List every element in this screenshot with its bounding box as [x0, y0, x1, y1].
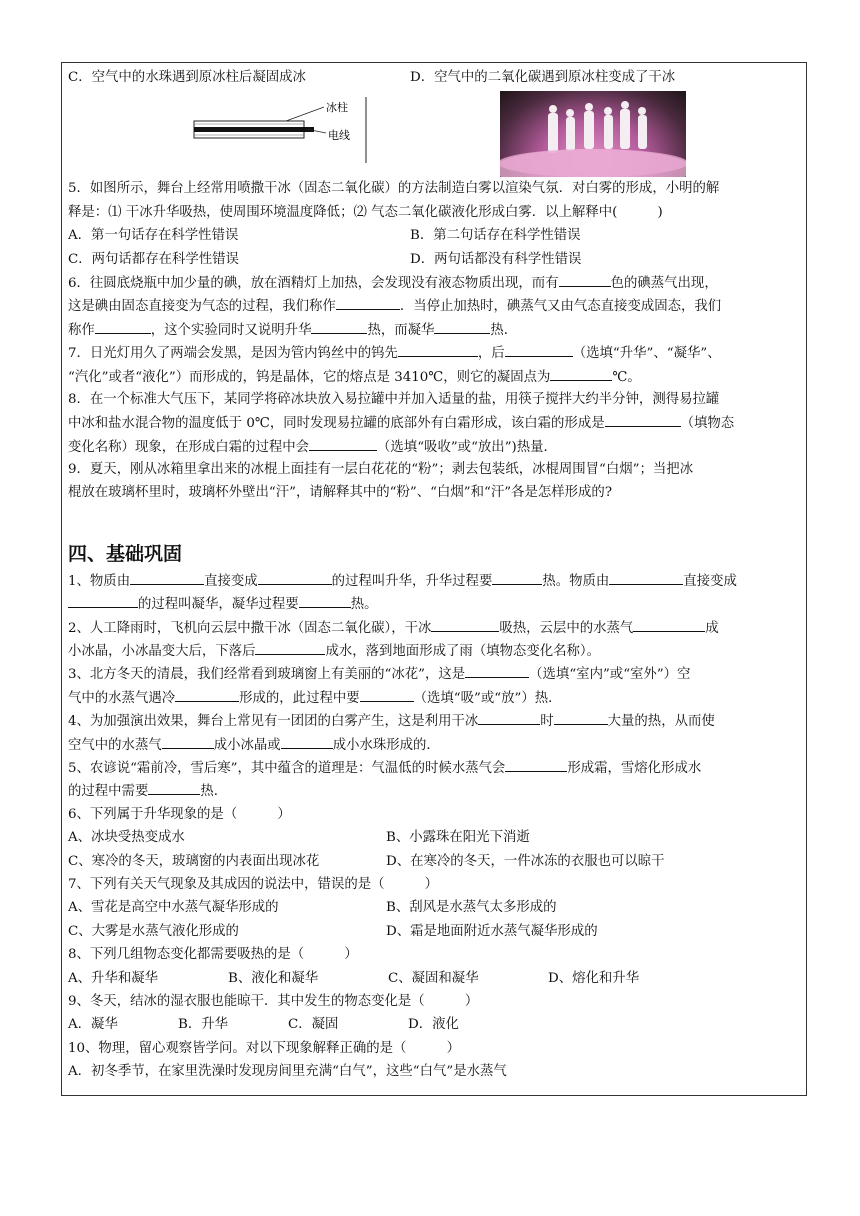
answer-blank[interactable] — [559, 271, 611, 287]
b9-option-c: C．凝固 — [288, 1017, 339, 1033]
q5-line2: 释是：⑴ 干冰升华吸热，使周围环境温度降低；⑵ 气态二氧化碳液化形成白雾．以上解释中( ) — [68, 204, 663, 220]
answer-blank[interactable] — [505, 756, 567, 772]
answer-blank[interactable] — [311, 318, 367, 334]
b7-option-a: A、雪花是高空中水蒸气凝华形成的 — [68, 900, 279, 916]
answer-blank[interactable] — [95, 318, 151, 334]
q5-line1: 5．如图所示，舞台上经常用喷撒干冰（固态二氧化碳）的方法制造白雾以渲染气氛．对白雾的形成，小明的解 — [68, 181, 720, 197]
b3-line1: 3、北方冬天的清晨，我们经常看到玻璃窗上有美丽的“冰花”，这是 （选填“室内”或“室外”）空 — [68, 662, 804, 685]
b7-options-cd — [68, 920, 804, 943]
answer-blank[interactable] — [281, 733, 333, 749]
b8-stem: 8、下列几组物态变化都需要吸热的是（ ） — [68, 947, 358, 963]
b6-options-cd — [68, 850, 804, 873]
answer-blank[interactable] — [398, 341, 478, 357]
answer-blank[interactable] — [68, 592, 138, 608]
b4-line1: 4、为加强演出效果，舞台上常见有一团团的白雾产生，这是利用干冰 时 大量的热，从而使 — [68, 709, 804, 732]
q8-line1: 8．在一个标准大气压下，某同学将碎冰块放入易拉罐中并加入适量的盐，用筷子搅拌大约半分钟，测得易拉罐 — [68, 391, 720, 407]
answer-blank[interactable] — [609, 569, 683, 585]
option-c: C．空气中的水珠遇到原冰柱后凝固成冰 — [68, 70, 306, 85]
answer-blank[interactable] — [434, 318, 490, 334]
answer-blank[interactable] — [505, 341, 573, 357]
answer-blank[interactable] — [550, 365, 612, 381]
b3-line2: 气中的水蒸气遇冷 形成的，此过程中要 （选填“吸”或“放”）热． — [68, 686, 804, 709]
b8-option-d: D、熔化和升华 — [548, 970, 640, 986]
q6-line1: 6．往圆底烧瓶中加少量的碘，放在酒精灯上加热，会发现没有液态物质出现，而有 色的碘蒸气出现， — [68, 271, 804, 294]
answer-blank[interactable] — [360, 686, 414, 702]
top-options-row — [68, 66, 804, 89]
q7-line2: “汽化”或者“液化”）而形成的，钨是晶体，它的熔点是 3410℃，则它的凝固点为 ℃。 — [68, 365, 804, 388]
label-wire: 电线 — [328, 129, 350, 143]
b8-options — [68, 967, 804, 990]
worksheet-content — [68, 66, 804, 1083]
b8-option-b: B、液化和凝华 — [228, 970, 319, 986]
figure-row — [68, 89, 804, 177]
b7-option-d: D、霜是地面附近水蒸气凝华形成的 — [386, 923, 598, 939]
b9-option-d: D．液化 — [408, 1017, 459, 1033]
b6-stem: 6、下列属于升华现象的是（ ） — [68, 806, 291, 822]
q5-option-d: D．两句话都没有科学性错误 — [410, 251, 582, 267]
q9-line2: 棍放在玻璃杯里时，玻璃杯外壁出“汗”，请解释其中的“粉”、“白烟”和“汗”各是怎样形成的? — [68, 485, 613, 501]
b2-line2: 小冰晶，小冰晶变大后，下落后 成水，落到地面形成了雨（填物态变化名称）。 — [68, 639, 804, 662]
q9-line1: 9．夏天，刚从冰箱里拿出来的冰棍上面挂有一层白花花的“粉”；剥去包装纸，冰棍周围冒“白烟”；当把冰 — [68, 462, 694, 478]
b7-option-b: B、刮风是水蒸气太多形成的 — [386, 900, 557, 916]
stage-dry-ice-photo — [500, 91, 686, 177]
q6-line3: 称作 ，这个实验同时又说明升华 热，而凝华 热． — [68, 318, 804, 341]
b1-line2: 的过程叫凝华，凝华过程要 热。 — [68, 592, 804, 615]
answer-blank[interactable] — [554, 709, 608, 725]
answer-blank[interactable] — [492, 569, 542, 585]
b9-option-a: A．凝华 — [68, 1017, 118, 1033]
b7-options-ab — [68, 896, 804, 919]
q5-option-b: B．第二句话存在科学性错误 — [410, 228, 581, 244]
b10-option-a: A．初冬季节，在家里洗澡时发现房间里充满“白气”，这些“白气”是水蒸气 — [68, 1064, 507, 1080]
b4-line2: 空气中的水蒸气 成小冰晶或 成小水珠形成的． — [68, 733, 804, 756]
option-d: D．空气中的二氧化碳遇到原冰柱变成了干冰 — [410, 70, 676, 85]
b6-option-c: C、寒冷的冬天，玻璃窗的内表面出现冰花 — [68, 853, 320, 869]
b5-line1: 5、农谚说“霜前冷，雪后寒”，其中蕴含的道理是：气温低的时候水蒸气会 形成霜，雪熔化形成水 — [68, 756, 804, 779]
answer-blank[interactable] — [633, 616, 705, 632]
b6-option-a: A、冰块受热变成水 — [68, 830, 185, 846]
q6-line2: 这是碘由固态直接变为气态的过程，我们称作 ．当停止加热时，碘蒸气又由气态直接变成固态，我们 — [68, 294, 804, 317]
b5-line2: 的过程中需要 热． — [68, 779, 804, 802]
b9-options — [68, 1013, 804, 1036]
b8-option-a: A、升华和凝华 — [68, 970, 159, 986]
answer-blank[interactable] — [605, 411, 681, 427]
answer-blank[interactable] — [309, 435, 377, 451]
b8-option-c: C、凝固和凝华 — [388, 970, 479, 986]
b2-line1: 2、人工降雨时，飞机向云层中撒干冰（固态二氧化碳），干冰 吸热，云层中的水蒸气 成 — [68, 616, 804, 639]
section-title: 四、基础巩固 — [68, 542, 183, 565]
b6-options-ab — [68, 826, 804, 849]
answer-blank[interactable] — [148, 779, 200, 795]
answer-blank[interactable] — [258, 569, 332, 585]
q8-line3: 变化名称）现象，在形成白霜的过程中会 （选填“吸收”或“放出”)热量． — [68, 435, 804, 458]
answer-blank[interactable] — [299, 592, 351, 608]
q5-option-a: A．第一句话存在科学性错误 — [68, 228, 239, 244]
answer-blank[interactable] — [478, 709, 540, 725]
b10-stem: 10、物理，留心观察皆学问。对以下现象解释正确的是（ ） — [68, 1040, 460, 1056]
label-ice-column: 冰柱 — [326, 101, 348, 115]
q8-line2: 中冰和盐水混合物的温度低于 0℃，同时发现易拉罐的底部外有白霜形成，该白霜的形成是 （填物态 — [68, 411, 804, 434]
b7-stem: 7、下列有关天气现象及其成因的说法中，错误的是（ ） — [68, 876, 439, 892]
q5-options-ab — [68, 224, 804, 247]
b6-option-b: B、小露珠在阳光下消逝 — [386, 830, 530, 846]
answer-blank[interactable] — [162, 733, 214, 749]
answer-blank[interactable] — [465, 662, 529, 678]
b9-option-b: B．升华 — [178, 1017, 229, 1033]
answer-blank[interactable] — [175, 686, 239, 702]
q5-option-c: C．两句话都存在科学性错误 — [68, 251, 239, 267]
b1-line1: 1、物质由 直接变成 的过程叫升华，升华过程要 热。物质由 直接变成 — [68, 569, 804, 592]
answer-blank[interactable] — [336, 294, 400, 310]
answer-blank[interactable] — [130, 569, 204, 585]
b9-stem: 9、冬天，结冰的湿衣服也能晾干．其中发生的物态变化是（ ） — [68, 993, 479, 1009]
q7-line1: 7．日光灯用久了两端会发黑，是因为管内钨丝中的钨先 ，后 （选填“升华”、“凝华”、 — [68, 341, 804, 364]
ice-wire-diagram — [186, 97, 386, 167]
answer-blank[interactable] — [431, 616, 499, 632]
answer-blank[interactable] — [255, 639, 325, 655]
q5-options-cd — [68, 248, 804, 271]
b7-option-c: C、大雾是水蒸气液化形成的 — [68, 923, 239, 939]
b6-option-d: D、在寒冷的冬天，一件冰冻的衣服也可以晾干 — [386, 853, 665, 869]
